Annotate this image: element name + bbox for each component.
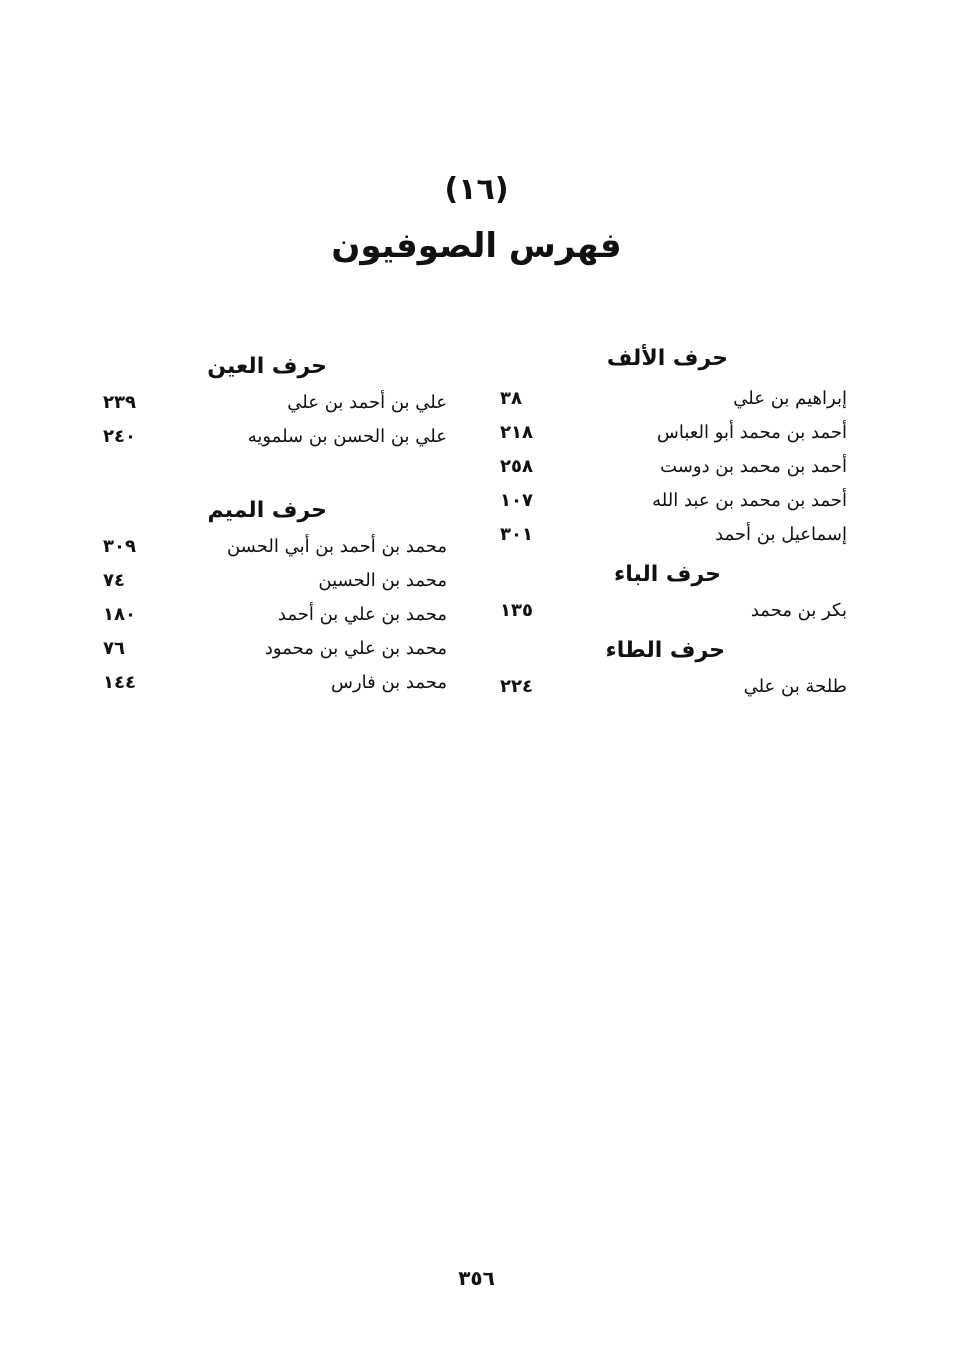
entry-name: إسماعيل بن أحمد <box>715 524 847 545</box>
section-heading-ta: حرف الطاء <box>605 638 725 663</box>
entry-name: محمد بن الحسين <box>318 570 447 591</box>
entry-page: ١٨٠ <box>103 604 136 625</box>
entry-page: ٢٢٤ <box>500 676 533 697</box>
entry-page: ١٤٤ <box>103 672 136 693</box>
entry-page: ٣٨ <box>500 388 522 409</box>
entry-name: أحمد بن محمد بن عبد الله <box>652 490 847 511</box>
section-heading-ba: حرف الباء <box>613 562 721 587</box>
index-number: (١٦) <box>444 172 509 207</box>
entry-name: علي بن أحمد بن علي <box>287 392 447 413</box>
entry-page: ١٣٥ <box>500 600 533 621</box>
entry-name: محمد بن علي بن أحمد <box>277 604 447 625</box>
entry-name: محمد بن علي بن محمود <box>264 638 447 659</box>
entry-name: علي بن الحسن بن سلمويه <box>247 426 447 447</box>
entry-page: ٢٣٩ <box>103 392 136 413</box>
entry-name: محمد بن فارس <box>330 672 447 693</box>
section-heading-alif: حرف الألف <box>606 346 728 371</box>
entry-page: ٧٦ <box>103 638 125 659</box>
entry-name: أحمد بن محمد بن دوست <box>660 456 847 477</box>
page-number: ٣٥٦ <box>458 1266 495 1290</box>
section-heading-mim: حرف الميم <box>207 498 327 523</box>
entry-page: ٢١٨ <box>500 422 533 443</box>
entry-name: إبراهيم بن علي <box>733 388 847 409</box>
entry-name: أحمد بن محمد أبو العباس <box>656 422 847 443</box>
index-title: فهرس الصوفيون <box>331 226 622 266</box>
entry-name: محمد بن أحمد بن أبي الحسن <box>226 536 447 557</box>
entry-name: بكر بن محمد <box>750 600 847 621</box>
entry-page: ٢٥٨ <box>500 456 533 477</box>
section-heading-ain: حرف العين <box>207 354 327 379</box>
entry-name: طلحة بن علي <box>743 676 847 697</box>
entry-page: ٣٠٩ <box>103 536 136 557</box>
entry-page: ٢٤٠ <box>103 426 136 447</box>
entry-page: ٧٤ <box>103 570 125 591</box>
entry-page: ٣٠١ <box>500 524 533 545</box>
entry-page: ١٠٧ <box>500 490 533 511</box>
